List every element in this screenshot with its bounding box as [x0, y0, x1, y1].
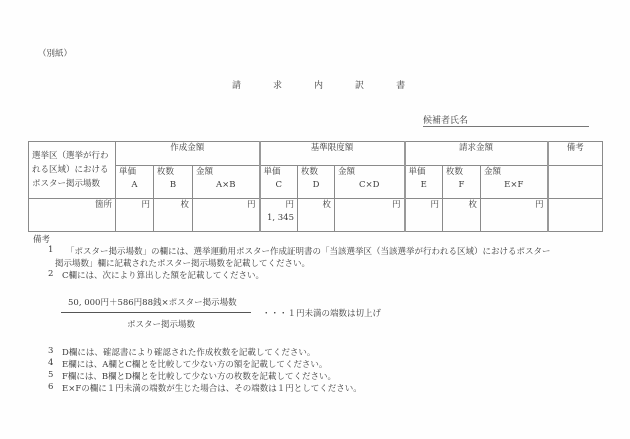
axb-value[interactable]: 円	[193, 199, 260, 232]
remarks-value[interactable]	[548, 199, 603, 232]
note-text: D欄には、確認書により確認された作成枚数を記載してください。	[62, 348, 316, 358]
a-value[interactable]: 円	[116, 199, 154, 232]
f-value[interactable]: 枚	[443, 199, 481, 232]
formula-denominator: ポスター掲示場数	[127, 320, 196, 330]
group-header-production: 作成金額	[116, 142, 260, 166]
candidate-name-field[interactable]	[423, 116, 589, 127]
note-number: 4	[48, 358, 54, 368]
note-text: E×Fの欄に１円未満の端数が生じた場合は、その端数は１円としてください。	[62, 384, 362, 394]
title-char: 請	[232, 81, 242, 91]
col-header-axb: 金額 A×B	[193, 166, 260, 199]
formula-numerator: 50, 000円＋586円88銭×ポスター掲示場数	[68, 298, 237, 308]
col-header-b: 枚数 B	[154, 166, 193, 199]
note-number: 2	[48, 269, 54, 279]
billing-breakdown-table	[28, 141, 603, 232]
note-text-cont: 掲示場数」欄に記載されたポスター掲示場数を記載してください。	[55, 259, 311, 269]
notes-heading: 備考	[33, 235, 51, 245]
remarks-header: 備考	[548, 142, 603, 166]
page-title	[232, 78, 437, 91]
col-header-exf: 金額 E×F	[481, 166, 548, 199]
b-value[interactable]: 枚	[154, 199, 193, 232]
title-char: 書	[396, 81, 406, 91]
col-header-c: 単価 C	[260, 166, 298, 199]
note-text: 「ポスター掲示場数」の欄には、選挙運動用ポスター作成証明書の「当該選挙区（当該選挙が行われる区域）におけるポスター	[66, 247, 551, 257]
cxd-value[interactable]: 円	[335, 199, 405, 232]
col-header-f: 枚数 F	[443, 166, 481, 199]
polling-places-value[interactable]: 箇所	[29, 199, 116, 232]
polling-places-header: 選挙区（選挙が行われる区域）におけるポスター掲示場数	[29, 142, 116, 199]
col-header-d: 枚数 D	[298, 166, 335, 199]
remarks-cell	[548, 166, 603, 199]
note-text: C欄には、次により算出した額を記載してください。	[62, 271, 265, 281]
group-header-limit: 基準限度額	[260, 142, 405, 166]
note-number: 6	[48, 382, 54, 392]
title-char: 訳	[355, 81, 365, 91]
attachment-label: （別紙）	[38, 49, 73, 59]
note-number: 5	[48, 370, 54, 380]
col-header-a: 単価 A	[116, 166, 154, 199]
col-header-cxd: 金額 C×D	[335, 166, 405, 199]
note-number: 3	[48, 346, 54, 356]
candidate-name-label: 候補者氏名	[423, 116, 469, 126]
exf-value[interactable]: 円	[481, 199, 548, 232]
formula-fraction-line	[61, 312, 251, 313]
note-text: F欄には、B欄とD欄とを比較して少ない方の枚数を記載してください。	[62, 372, 336, 382]
d-value[interactable]: 枚	[298, 199, 335, 232]
c-value[interactable]: 円 1, 345	[260, 199, 298, 232]
group-header-claim: 請求金額	[405, 142, 548, 166]
col-header-e: 単価 E	[405, 166, 443, 199]
formula-rounding-note: ・・・１円未満の端数は切上げ	[262, 309, 382, 319]
note-number: 1	[48, 245, 54, 255]
note-text: E欄には、A欄とC欄とを比較して少ない方の額を記載してください。	[62, 360, 328, 370]
e-value[interactable]: 円	[405, 199, 443, 232]
title-char: 求	[273, 81, 283, 91]
title-char: 内	[314, 81, 324, 91]
